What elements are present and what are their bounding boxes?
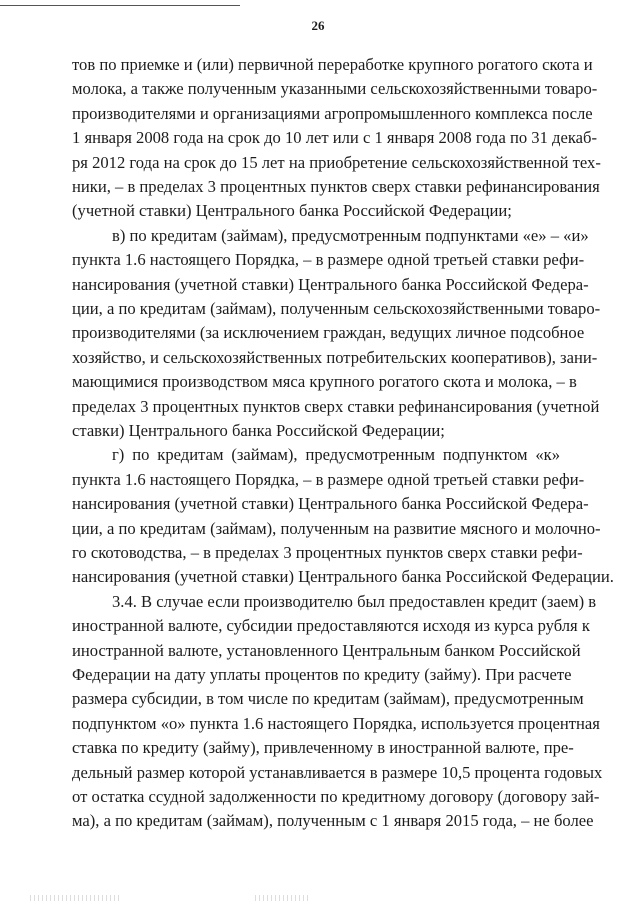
text-line: 3.4. В случае если производителю был предоставлен кредит (заем) в bbox=[112, 591, 597, 611]
text-line: иностранной валюте, установленного Центральным банком Российской bbox=[72, 640, 581, 660]
text-line: пункта 1.6 настоящего Порядка, – в размере одной третьей ставки рефи- bbox=[72, 250, 585, 270]
text-line: ники, – в пределах 3 процентных пунктов сверх ставки рефинансирования bbox=[72, 177, 600, 196]
text-line: производителями и организациями агропромышленного комплекса после bbox=[72, 103, 593, 123]
text-line: мающимися производством мяса крупного рогатого скота и молока, – в bbox=[72, 372, 577, 392]
text-line: ставка по кредиту (займу), привлеченному в иностранной валюте, пре- bbox=[72, 738, 574, 758]
text-line: нансирования (учетной ставки) Центрального банка Российской Федера- bbox=[72, 274, 589, 294]
text-line: ции, а по кредитам (займам), полученным сельскохозяйственными товаро- bbox=[72, 299, 601, 318]
text-line: пункта 1.6 настоящего Порядка, – в размере одной третьей ставки рефи- bbox=[72, 469, 585, 489]
scan-artifact bbox=[30, 895, 120, 901]
text-line: тов по приемке и (или) первичной переработке крупного рогатого скота и bbox=[72, 55, 593, 74]
text-line: ма), а по кредитам (займам), полученным с 1 января 2015 года, – не более bbox=[72, 811, 594, 831]
text-line: (учетной ставки) Центрального банка Российской Федерации; bbox=[72, 201, 512, 221]
text-line: иностранной валюте, субсидии предоставляются исходя из курса рубля к bbox=[72, 616, 590, 636]
text-line: 1 января 2008 года на срок до 10 лет или с 1 января 2008 года по 31 декаб- bbox=[72, 128, 598, 148]
top-rule bbox=[0, 5, 240, 6]
text-line: го скотоводства, – в пределах 3 процентных пунктов сверх ставки рефи- bbox=[72, 543, 583, 562]
page-number: 26 bbox=[311, 18, 325, 33]
text-line: хозяйство, и сельскохозяйственных потребительских кооперативов), зани- bbox=[72, 347, 598, 367]
text-line: нансирования (учетной ставки) Центрального банка Российской Федера- bbox=[72, 494, 589, 514]
text-line: нансирования (учетной ставки) Центрального банка Российской Федерации. bbox=[72, 567, 614, 587]
scan-artifact bbox=[255, 895, 310, 901]
text-line: подпунктом «о» пункта 1.6 настоящего Порядка, используется процентная bbox=[72, 713, 600, 733]
text-line: от остатка ссудной задолженности по кредитному договору (договору зай- bbox=[72, 787, 600, 806]
text-line: молока, а также полученным указанными сельскохозяйственными товаро- bbox=[72, 79, 598, 99]
text-line: производителями (за исключением граждан, ведущих личное подсобное bbox=[72, 323, 585, 343]
text-line: размера субсидии, в том числе по кредитам (займам), предусмотренным bbox=[72, 689, 584, 709]
text-line: пределах 3 процентных пунктов сверх ставки рефинансирования (учетной bbox=[72, 396, 600, 416]
text-line: г) по кредитам (займам), предусмотренным подпунктом «к» bbox=[112, 445, 560, 465]
text-line: ря 2012 года на срок до 15 лет на приобретение сельскохозяйственной тех- bbox=[72, 152, 601, 172]
text-line: ставки) Центрального банка Российской Федерации; bbox=[72, 421, 445, 440]
text-line: ции, а по кредитам (займам), полученным на развитие мясного и молочно- bbox=[72, 518, 601, 538]
text-line: в) по кредитам (займам), предусмотренным подпунктами «е» – «и» bbox=[112, 225, 589, 245]
text-line: Федерации на дату уплаты процентов по кредиту (займу). При расчете bbox=[72, 665, 572, 684]
text-line: дельный размер которой устанавливается в размере 10,5 процента годовых bbox=[72, 762, 603, 782]
